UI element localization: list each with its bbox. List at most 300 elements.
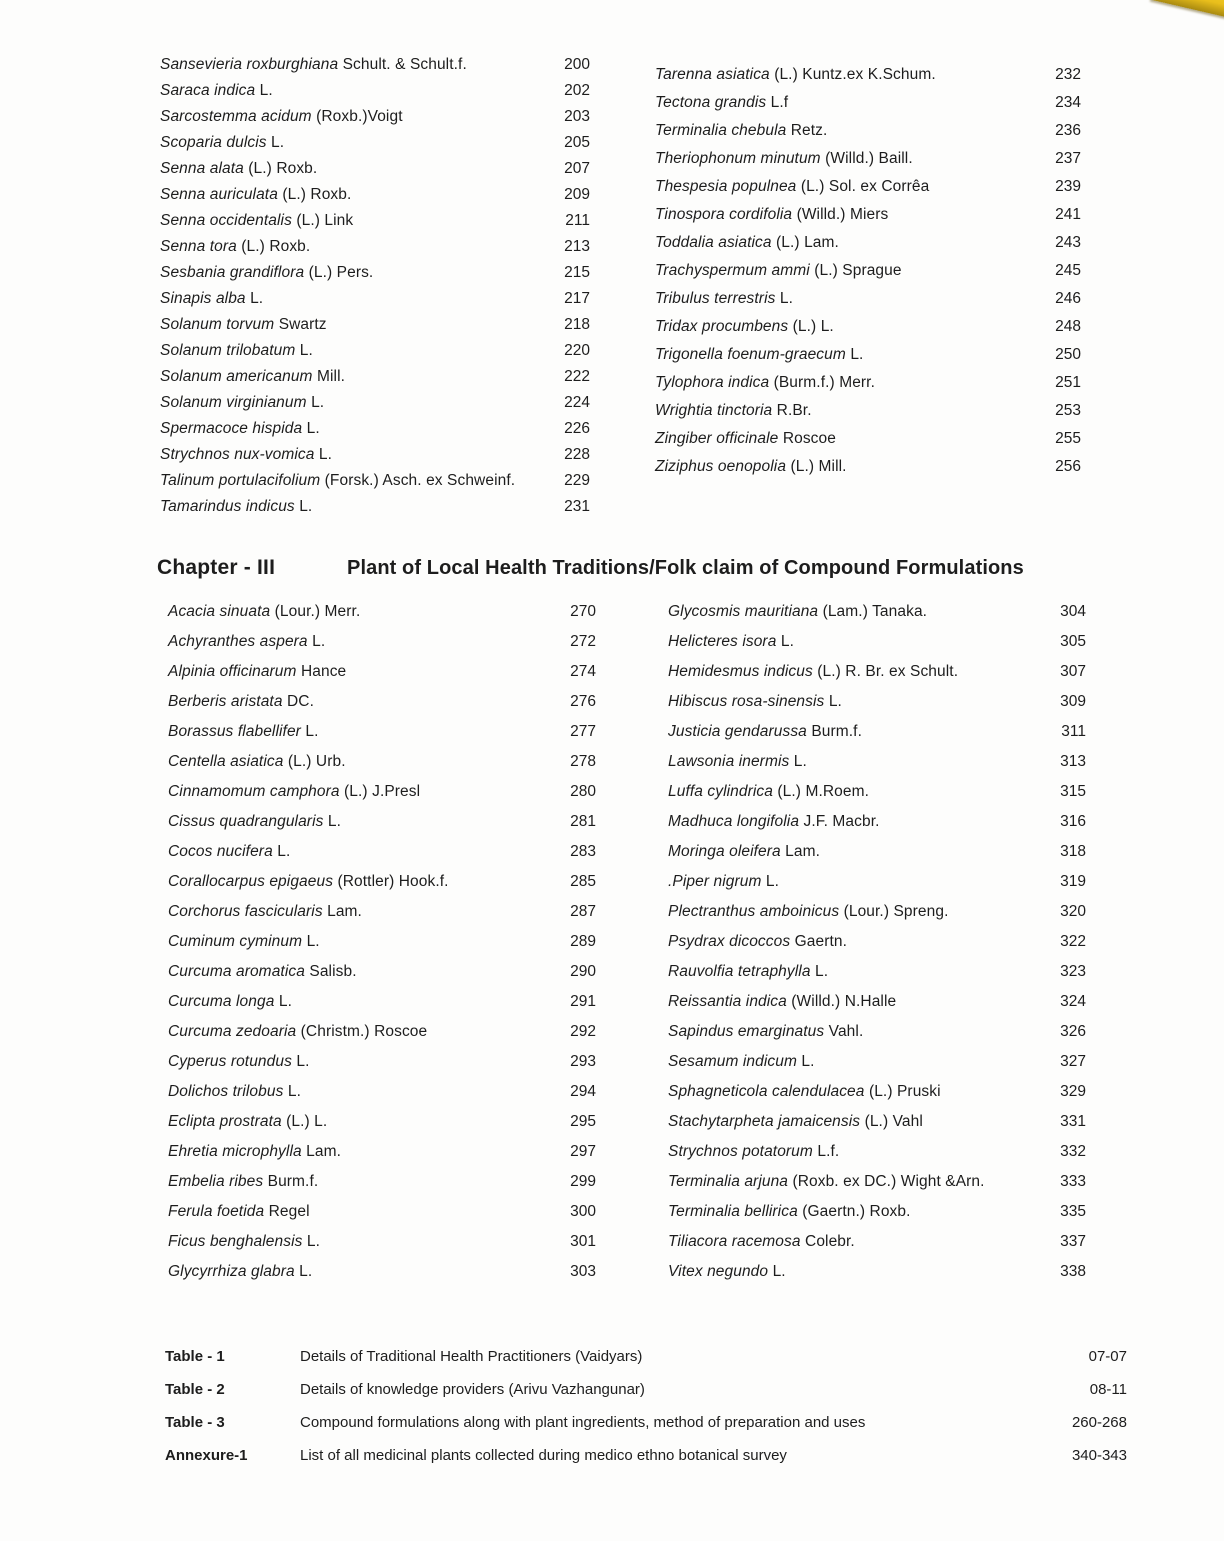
plant-name: [668, 963, 828, 981]
plant-author: (L.) Sprague: [814, 262, 902, 279]
plant-name: [160, 186, 351, 204]
page-number: 292: [570, 1023, 596, 1040]
page-number: 211: [565, 212, 590, 229]
plant-scientific-name: Sinapis alba: [160, 290, 246, 307]
plant-name: [168, 1263, 312, 1281]
plant-name: [655, 178, 929, 196]
toc-entry: [168, 1263, 596, 1293]
plant-name: [160, 82, 273, 100]
plant-scientific-name: Trachyspermum ammi: [655, 262, 810, 279]
toc-entry: [668, 1023, 1086, 1053]
plant-author: Salisb.: [309, 963, 357, 980]
plant-name: [168, 723, 319, 741]
plant-name: [168, 1203, 310, 1221]
plant-name: [160, 368, 345, 386]
table-page-range: 340-343: [1071, 1447, 1127, 1464]
page-number: 278: [570, 753, 596, 770]
toc-entry: [668, 663, 1086, 693]
plant-name: [655, 150, 913, 168]
plant-author: Schult. & Schult.f.: [342, 56, 467, 73]
plant-scientific-name: Tridax procumbens: [655, 318, 789, 335]
page-number: 218: [564, 316, 590, 333]
plant-author: Swartz: [278, 316, 327, 333]
plant-author: L.f.: [817, 1143, 840, 1160]
plant-scientific-name: Ziziphus oenopolia: [655, 458, 787, 475]
page-number: 207: [564, 160, 590, 177]
plant-name: [655, 346, 863, 364]
plant-name: [160, 264, 373, 282]
plant-name: [668, 783, 869, 801]
toc-entry: [168, 1023, 596, 1053]
plant-scientific-name: Terminalia arjuna: [668, 1173, 789, 1190]
section2-left-column: [168, 603, 596, 1293]
page-number: 231: [564, 498, 590, 515]
plant-name: [668, 1173, 985, 1191]
plant-author: Regel: [268, 1203, 310, 1220]
page-number: 307: [1060, 663, 1086, 680]
plant-author: (L.) Sol. ex Corrêa: [800, 178, 930, 195]
page-number: 222: [564, 368, 590, 385]
plant-author: (L.) M.Roem.: [777, 783, 870, 800]
toc-entry: [160, 368, 590, 394]
toc-entry: [655, 458, 1081, 486]
plant-scientific-name: Alpinia officinarum: [168, 663, 297, 680]
plant-name: [668, 1113, 923, 1131]
plant-name: [668, 813, 880, 831]
plant-author: (L.) L.: [792, 318, 834, 335]
page-number: 237: [1055, 150, 1081, 167]
plant-author: (L.) L.: [286, 1113, 328, 1130]
plant-author: L.: [311, 394, 325, 411]
toc-entry: [168, 903, 596, 933]
plant-author: Lam.: [327, 903, 362, 920]
toc-entry: [160, 420, 590, 446]
page-number: 234: [1055, 94, 1081, 111]
plant-scientific-name: Curcuma zedoaria: [168, 1023, 297, 1040]
section1-left-column: [160, 56, 590, 524]
plant-name: [168, 633, 325, 651]
plant-author: (L.) Vahl: [864, 1113, 923, 1130]
plant-name: [160, 394, 324, 412]
plant-scientific-name: Madhuca longifolia: [668, 813, 800, 830]
page-number: 305: [1060, 633, 1086, 650]
plant-author: L.: [801, 1053, 815, 1070]
plant-scientific-name: Solanum americanum: [160, 368, 313, 385]
plant-name: [160, 134, 284, 152]
plant-scientific-name: Theriophonum minutum: [655, 150, 821, 167]
plant-name: [668, 1023, 863, 1041]
page-number: 311: [1061, 723, 1086, 740]
page-number: 324: [1060, 993, 1086, 1010]
toc-entry: [668, 693, 1086, 723]
toc-entry: [668, 1203, 1086, 1233]
plant-author: (L.) Pers.: [308, 264, 374, 281]
plant-scientific-name: Senna alata: [160, 160, 244, 177]
plant-author: DC.: [286, 693, 314, 710]
toc-entry: [668, 633, 1086, 663]
page-number: 322: [1060, 933, 1086, 950]
plant-scientific-name: Cinnamomum camphora: [168, 783, 340, 800]
plant-scientific-name: Toddalia asiatica: [655, 234, 772, 251]
plant-name: [668, 903, 949, 921]
page-number: 276: [570, 693, 596, 710]
plant-name: [168, 903, 362, 921]
plant-author: Roscoe: [782, 430, 836, 447]
section2-right-column: [668, 603, 1086, 1293]
plant-scientific-name: Lawsonia inermis: [668, 753, 790, 770]
toc-entry: [655, 290, 1081, 318]
plant-name: [168, 993, 292, 1011]
plant-author: (L.) Roxb.: [248, 160, 318, 177]
plant-scientific-name: Sapindus emarginatus: [668, 1023, 825, 1040]
plant-name: [160, 316, 327, 334]
page-number: 319: [1060, 873, 1086, 890]
plant-author: L.: [779, 290, 794, 307]
page-number: 293: [570, 1053, 596, 1070]
plant-scientific-name: Strychnos potatorum: [668, 1143, 813, 1160]
toc-entry: [668, 1143, 1086, 1173]
page-number: 203: [564, 108, 590, 125]
toc-entry: [160, 134, 590, 160]
plant-name: [168, 753, 346, 771]
page-corner-accent: [1150, 0, 1224, 20]
plant-name: [668, 603, 927, 621]
plant-scientific-name: Tylophora indica: [655, 374, 770, 391]
plant-scientific-name: Sarcostemma acidum: [160, 108, 312, 125]
plant-scientific-name: Ficus benghalensis: [168, 1233, 303, 1250]
plant-author: Colebr.: [805, 1233, 855, 1250]
page-number: 333: [1060, 1173, 1086, 1190]
plant-scientific-name: Cuminum cyminum: [168, 933, 303, 950]
plant-scientific-name: Senna tora: [160, 238, 237, 255]
plant-scientific-name: Tarenna asiatica: [655, 66, 770, 83]
toc-entry: [168, 843, 596, 873]
plant-scientific-name: Sesbania grandiflora: [160, 264, 305, 281]
plant-name: [668, 1233, 855, 1251]
table-description: Compound formulations along with plant ingredients, method of preparation and uses: [300, 1414, 866, 1431]
page-number: 239: [1055, 178, 1081, 195]
plant-scientific-name: Sansevieria roxburghiana: [160, 56, 339, 73]
plant-name: [668, 993, 896, 1011]
plant-scientific-name: Senna auriculata: [160, 186, 278, 203]
plant-author: (Roxb.)Voigt: [316, 108, 403, 125]
plant-scientific-name: Psydrax dicoccos: [668, 933, 791, 950]
page-number: 248: [1055, 318, 1081, 335]
plant-author: L.: [296, 1053, 310, 1070]
plant-name: [168, 663, 346, 681]
plant-name: [668, 1263, 786, 1281]
plant-name: [168, 1023, 427, 1041]
page-number: 304: [1060, 603, 1086, 620]
plant-author: L.: [312, 633, 326, 650]
plant-scientific-name: Wrightia tinctoria: [655, 402, 773, 419]
toc-entry: [160, 342, 590, 368]
toc-entry: [668, 903, 1086, 933]
toc-entry: [168, 963, 596, 993]
plant-name: [160, 56, 467, 74]
table-page-range: 08-11: [1089, 1381, 1127, 1398]
plant-name: [668, 1143, 839, 1161]
plant-scientific-name: Plectranthus amboinicus: [668, 903, 840, 920]
toc-entry: [160, 316, 590, 342]
plant-name: [655, 66, 936, 84]
page-number: 229: [564, 472, 590, 489]
toc-entry: [668, 1173, 1086, 1203]
plant-name: [655, 430, 836, 448]
plant-scientific-name: Achyranthes aspera: [168, 633, 308, 650]
table-label: Table - 2: [165, 1381, 225, 1398]
plant-scientific-name: Moringa oleifera: [668, 843, 781, 860]
toc-entry: [668, 1113, 1086, 1143]
plant-author: Vahl.: [828, 1023, 864, 1040]
page-number: 285: [570, 873, 596, 890]
toc-entry: [160, 238, 590, 264]
plant-author: (L.) Pruski: [868, 1083, 941, 1100]
plant-scientific-name: Strychnos nux-vomica: [160, 446, 315, 463]
toc-entry: [160, 290, 590, 316]
plant-name: [160, 160, 317, 178]
plant-scientific-name: Luffa cylindrica: [668, 783, 773, 800]
plant-scientific-name: Hibiscus rosa-sinensis: [668, 693, 825, 710]
plant-name: [668, 723, 862, 741]
plant-author: L.: [772, 1263, 786, 1280]
plant-author: (L.) R. Br. ex Schult.: [817, 663, 959, 680]
plant-name: [668, 693, 842, 711]
toc-entry: [168, 993, 596, 1023]
page-number: 331: [1060, 1113, 1086, 1130]
plant-author: L.: [277, 843, 291, 860]
plant-name: [668, 873, 779, 891]
toc-entry: [655, 94, 1081, 122]
toc-entry: [168, 1233, 596, 1263]
page-number: 294: [570, 1083, 596, 1100]
plant-name: [168, 603, 360, 621]
page-number: 277: [570, 723, 596, 740]
plant-author: L.: [299, 342, 313, 359]
plant-name: [655, 374, 875, 392]
plant-author: Lam.: [306, 1143, 341, 1160]
plant-author: (L.) J.Presl: [344, 783, 421, 800]
plant-author: Lam.: [785, 843, 821, 860]
toc-entry: [655, 402, 1081, 430]
toc-entry: [655, 150, 1081, 178]
page-number: 335: [1060, 1203, 1086, 1220]
plant-author: L.: [259, 82, 273, 99]
plant-scientific-name: Thespesia populnea: [655, 178, 797, 195]
plant-author: (Willd.) Miers: [796, 206, 889, 223]
plant-name: [168, 1053, 310, 1071]
toc-entry: [655, 178, 1081, 206]
toc-entry: [668, 723, 1086, 753]
toc-entry: [160, 394, 590, 420]
page-number: 338: [1060, 1263, 1086, 1280]
plant-author: Mill.: [316, 368, 346, 385]
plant-scientific-name: Tamarindus indicus: [160, 498, 295, 515]
plant-author: L.: [814, 963, 829, 980]
table-description: Details of Traditional Health Practitioners (Vaidyars): [300, 1348, 643, 1365]
toc-entry: [668, 1083, 1086, 1113]
page-number: 320: [1060, 903, 1086, 920]
page-number: 329: [1060, 1083, 1086, 1100]
page-number: 232: [1055, 66, 1081, 83]
page-number: 202: [564, 82, 590, 99]
table-entry: [165, 1414, 1127, 1447]
toc-entry: [668, 1263, 1086, 1293]
plant-name: [668, 663, 958, 681]
page-number: 280: [570, 783, 596, 800]
plant-author: Hance: [300, 663, 347, 680]
plant-name: [160, 446, 332, 464]
plant-author: Burm.f.: [267, 1173, 319, 1190]
plant-scientific-name: Cyperus rotundus: [168, 1053, 292, 1070]
toc-entry: [168, 663, 596, 693]
plant-name: [668, 843, 820, 861]
plant-name: [655, 234, 839, 252]
page-number: 281: [570, 813, 596, 830]
plant-scientific-name: Sesamum indicum: [668, 1053, 797, 1070]
plant-scientific-name: Stachytarpheta jamaicensis: [668, 1113, 861, 1130]
page-number: 205: [564, 134, 590, 151]
plant-name: [655, 94, 788, 112]
plant-name: [160, 290, 263, 308]
page-number: 246: [1055, 290, 1081, 307]
chapter-title: Plant of Local Health Traditions/Folk claim of Compound Formulations: [347, 557, 1024, 579]
plant-scientific-name: Curcuma aromatica: [168, 963, 305, 980]
plant-scientific-name: Tiliacora racemosa: [668, 1233, 801, 1250]
plant-name: [655, 402, 812, 420]
plant-author: L.: [828, 693, 842, 710]
plant-author: (Burm.f.) Merr.: [773, 374, 875, 391]
plant-author: L.: [780, 633, 794, 650]
page-number: 295: [570, 1113, 596, 1130]
toc-entry: [160, 446, 590, 472]
plant-author: L.: [318, 446, 333, 463]
plant-scientific-name: Tectona grandis: [655, 94, 767, 111]
table-entry: [165, 1447, 1127, 1480]
toc-entry: [168, 813, 596, 843]
plant-author: Gaertn.: [794, 933, 848, 950]
page-number: 253: [1055, 402, 1081, 419]
page-number: 272: [570, 633, 596, 650]
plant-author: (L.) Link: [296, 212, 354, 229]
plant-author: L.: [287, 1083, 301, 1100]
plant-name: [160, 238, 310, 256]
plant-scientific-name: Curcuma longa: [168, 993, 275, 1010]
plant-author: (L.) Roxb.: [241, 238, 311, 255]
page-number: 323: [1060, 963, 1086, 980]
toc-entry: [168, 753, 596, 783]
toc-entry: [168, 783, 596, 813]
plant-author: (L.) Mill.: [790, 458, 847, 475]
page-number: 326: [1060, 1023, 1086, 1040]
plant-author: (Christm.) Roscoe: [300, 1023, 428, 1040]
page-number: 301: [570, 1233, 596, 1250]
plant-name: [168, 843, 290, 861]
plant-scientific-name: Tinospora cordifolia: [655, 206, 793, 223]
plant-scientific-name: Ferula foetida: [168, 1203, 265, 1220]
page-number: 327: [1060, 1053, 1086, 1070]
toc-entry: [668, 813, 1086, 843]
toc-entry: [168, 1053, 596, 1083]
page-number: 200: [564, 56, 590, 73]
plant-name: [168, 1083, 301, 1101]
toc-entry: [168, 633, 596, 663]
toc-entry: [668, 993, 1086, 1023]
plant-name: [655, 458, 847, 476]
plant-scientific-name: Terminalia bellirica: [668, 1203, 798, 1220]
toc-entry: [655, 430, 1081, 458]
toc-entry: [168, 1203, 596, 1233]
plant-author: L.: [306, 1233, 321, 1250]
plant-scientific-name: Solanum torvum: [160, 316, 275, 333]
tables-annexure-list: [165, 1348, 1127, 1480]
plant-scientific-name: Embelia ribes: [168, 1173, 264, 1190]
plant-scientific-name: Centella asiatica: [168, 753, 284, 770]
plant-author: (Lour.) Spreng.: [843, 903, 949, 920]
plant-scientific-name: Rauvolfia tetraphylla: [668, 963, 811, 980]
page-number: 245: [1055, 262, 1081, 279]
plant-author: (Roxb. ex DC.) Wight &Arn.: [792, 1173, 985, 1190]
plant-author: (Willd.) Baill.: [825, 150, 913, 167]
page-number: 250: [1055, 346, 1081, 363]
plant-scientific-name: Scoparia dulcis: [160, 134, 267, 151]
plant-scientific-name: Eclipta prostrata: [168, 1113, 282, 1130]
page-number: 291: [570, 993, 596, 1010]
plant-scientific-name: Solanum trilobatum: [160, 342, 296, 359]
page-number: 255: [1055, 430, 1081, 447]
plant-scientific-name: Ehretia microphylla: [168, 1143, 302, 1160]
plant-author: (Lam.) Tanaka.: [822, 603, 928, 620]
plant-name: [168, 873, 449, 891]
plant-author: Retz.: [790, 122, 828, 139]
chapter-heading: [157, 556, 1087, 580]
table-label: Annexure-1: [165, 1447, 248, 1464]
toc-entry: [655, 374, 1081, 402]
plant-scientific-name: Tribulus terrestris: [655, 290, 776, 307]
plant-scientific-name: Saraca indica: [160, 82, 256, 99]
plant-name: [668, 1203, 911, 1221]
page-number: 290: [570, 963, 596, 980]
plant-scientific-name: Corallocarpus epigaeus: [168, 873, 334, 890]
toc-entry: [160, 212, 590, 238]
toc-entry: [168, 723, 596, 753]
plant-name: [668, 633, 794, 651]
plant-name: [168, 933, 320, 951]
toc-entry: [160, 82, 590, 108]
toc-entry: [160, 186, 590, 212]
plant-author: L.: [327, 813, 342, 830]
toc-entry: [668, 1233, 1086, 1263]
plant-author: (Rottler) Hook.f.: [337, 873, 449, 890]
page-number: 289: [570, 933, 596, 950]
plant-author: L.: [765, 873, 780, 890]
plant-name: [668, 1053, 815, 1071]
table-entry: [165, 1348, 1127, 1381]
page-number: 256: [1055, 458, 1081, 475]
plant-scientific-name: Trigonella foenum-graecum: [655, 346, 846, 363]
plant-scientific-name: Talinum portulacifolium: [160, 472, 321, 489]
page-number: 226: [564, 420, 590, 437]
plant-author: J.F. Macbr.: [803, 813, 880, 830]
plant-scientific-name: Sphagneticola calendulacea: [668, 1083, 865, 1100]
page-number: 300: [570, 1203, 596, 1220]
table-page-range: 260-268: [1071, 1414, 1127, 1431]
toc-entry: [168, 693, 596, 723]
plant-name: [160, 212, 353, 230]
toc-entry: [160, 472, 590, 498]
plant-scientific-name: Vitex negundo: [668, 1263, 769, 1280]
toc-entry: [668, 603, 1086, 633]
